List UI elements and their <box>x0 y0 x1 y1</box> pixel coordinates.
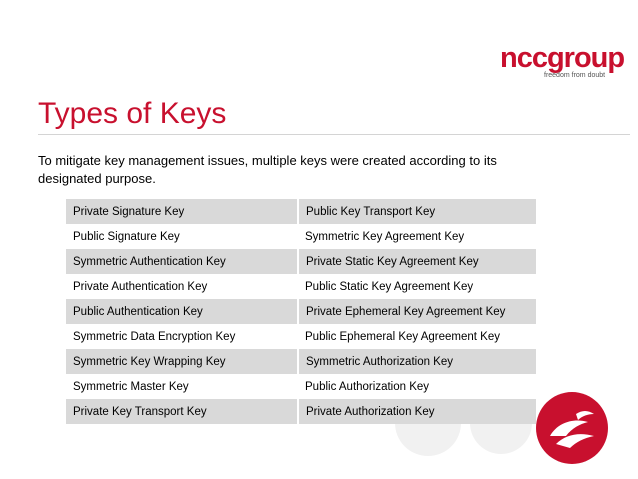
table-cell: Public Ephemeral Key Agreement Key <box>298 324 536 349</box>
table-cell: Private Authorization Key <box>298 399 536 424</box>
table-cell: Public Signature Key <box>66 224 298 249</box>
table-cell: Public Key Transport Key <box>298 199 536 224</box>
logo-tagline: freedom from doubt <box>544 72 606 79</box>
table-cell: Public Static Key Agreement Key <box>298 274 536 299</box>
table-cell: Symmetric Master Key <box>66 374 298 399</box>
table-cell: Private Ephemeral Key Agreement Key <box>298 299 536 324</box>
title-divider <box>38 134 630 135</box>
logo-wordmark: nccgroup <box>500 42 625 74</box>
table-row <box>66 399 536 424</box>
table-row <box>66 374 536 399</box>
table-cell: Private Static Key Agreement Key <box>298 249 536 274</box>
table-cell: Public Authentication Key <box>66 299 298 324</box>
table-cell: Symmetric Data Encryption Key <box>66 324 298 349</box>
key-types-table <box>66 199 536 424</box>
table-row <box>66 249 536 274</box>
table-row <box>66 199 536 224</box>
table-cell: Private Authentication Key <box>66 274 298 299</box>
table-cell: Symmetric Authentication Key <box>66 249 298 274</box>
table-row <box>66 324 536 349</box>
table-cell: Symmetric Key Wrapping Key <box>66 349 298 374</box>
table-cell: Private Signature Key <box>66 199 298 224</box>
table-cell: Public Authorization Key <box>298 374 536 399</box>
intro-text: To mitigate key management issues, multiple keys were created according to its designated purpose. <box>38 153 497 186</box>
table-row <box>66 299 536 324</box>
bird-emblem-icon <box>536 392 608 464</box>
nccgroup-logo <box>500 42 625 82</box>
table-cell: Symmetric Authorization Key <box>298 349 536 374</box>
slide-title: Types of Keys <box>38 97 227 130</box>
table-cell: Private Key Transport Key <box>66 399 298 424</box>
table-row <box>66 349 536 374</box>
table-row <box>66 224 536 249</box>
table-cell: Symmetric Key Agreement Key <box>298 224 536 249</box>
table-row <box>66 274 536 299</box>
